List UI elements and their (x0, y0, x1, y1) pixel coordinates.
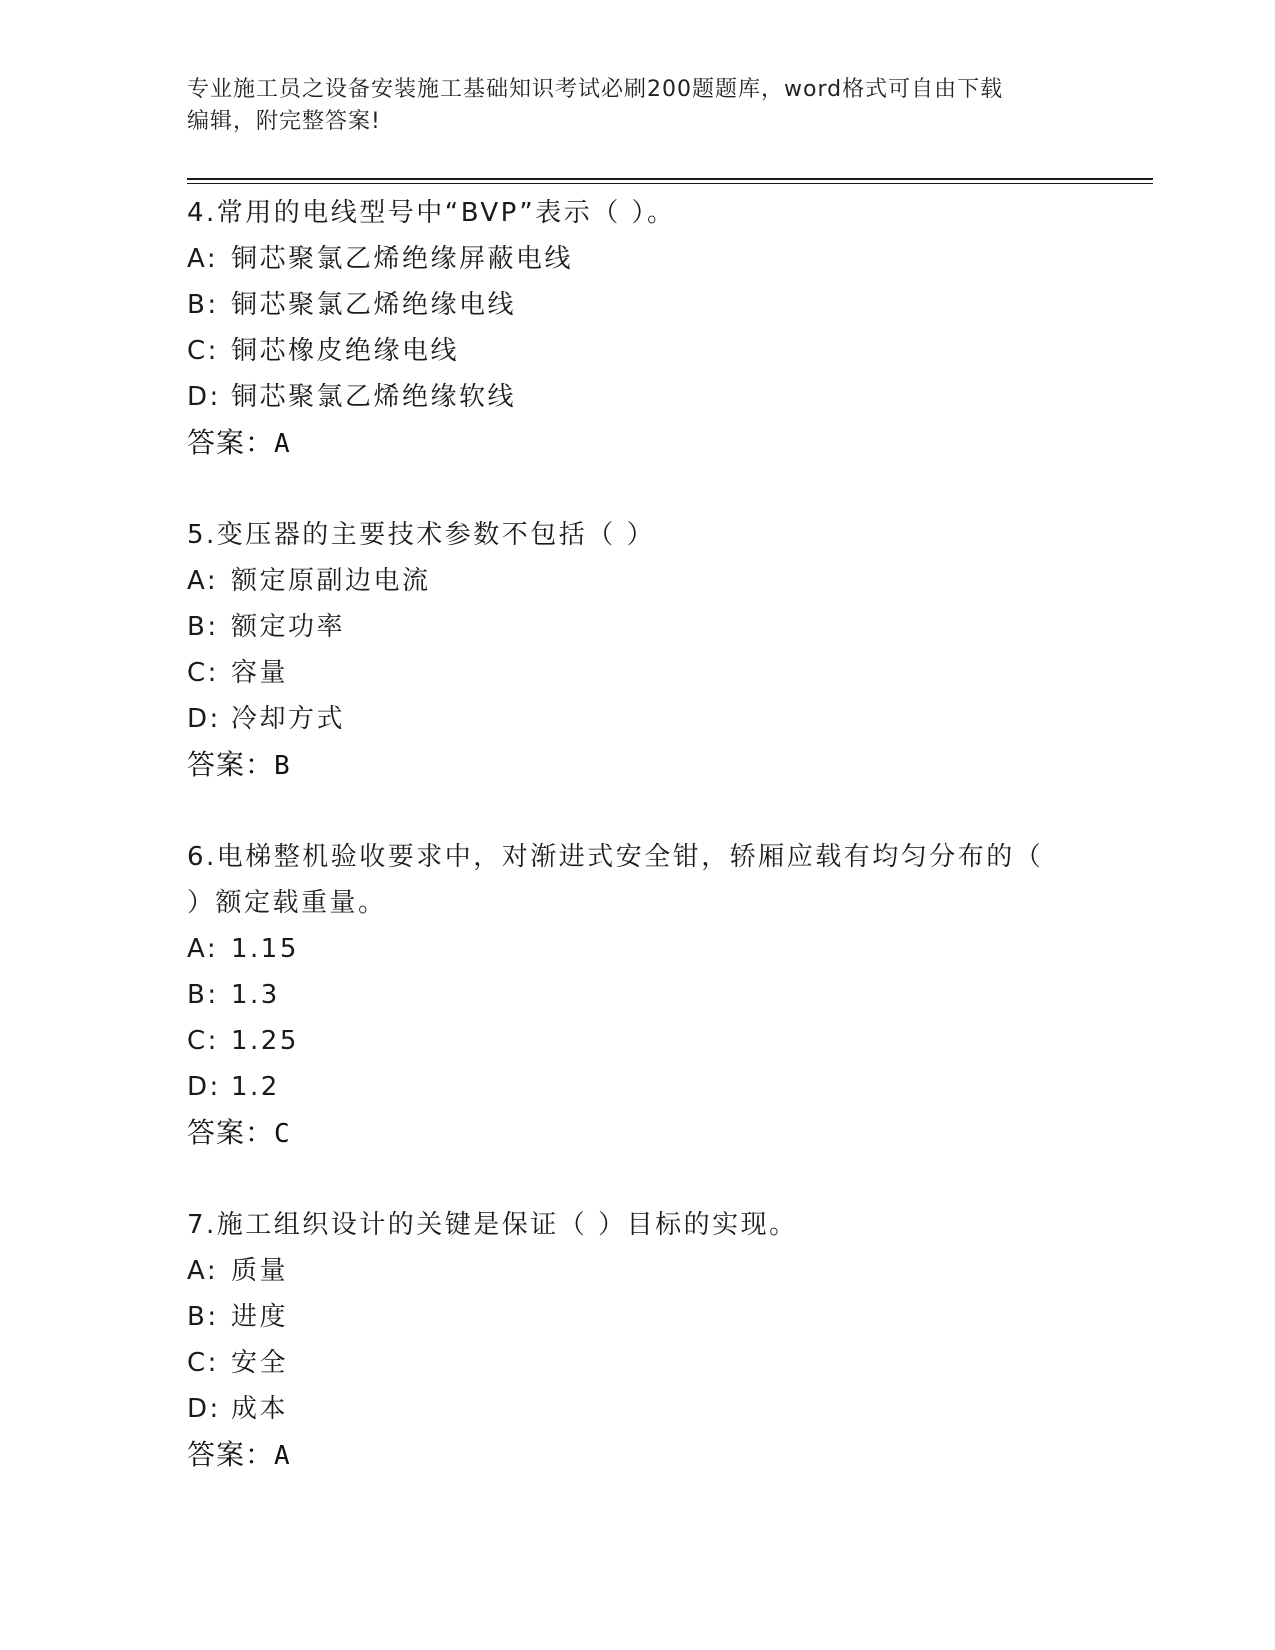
answer-label: 答案： (187, 426, 275, 459)
answer-option (187, 1018, 1087, 1064)
option-key: A: (187, 566, 219, 596)
answer-value: B (274, 751, 291, 781)
option-text: 冷却方式 (231, 704, 346, 734)
answer-label: 答案： (187, 1116, 275, 1149)
answer-option (187, 1340, 1087, 1386)
option-key: A: (187, 1256, 219, 1286)
option-key: B: (187, 1302, 219, 1332)
option-key: A: (187, 244, 219, 274)
header-divider-thin (187, 183, 1153, 184)
answer-option (187, 604, 1087, 650)
answer-line (187, 1110, 1087, 1157)
question-stem: 5.变压器的主要技术参数不包括（ ） (187, 520, 656, 550)
question-block (187, 1202, 1087, 1479)
answer-value: A (274, 1441, 291, 1471)
answer-option (187, 558, 1087, 604)
answer-label: 答案： (187, 1438, 275, 1471)
option-key: B: (187, 980, 219, 1010)
answer-option (187, 1248, 1087, 1294)
answer-option (187, 328, 1087, 374)
option-text: 额定原副边电流 (231, 566, 431, 596)
option-key: D: (187, 1394, 221, 1424)
option-key: C: (187, 336, 219, 366)
question-block (187, 512, 1087, 789)
document-header (187, 74, 1087, 138)
question-block (187, 834, 1087, 1157)
option-key: D: (187, 1072, 221, 1102)
option-key: D: (187, 704, 221, 734)
option-key: B: (187, 612, 219, 642)
option-text: 1.25 (231, 1026, 299, 1056)
header-title-line1: 专业施工员之设备安装施工基础知识考试必刷200题题库，word格式可自由下载 (187, 77, 1004, 102)
question-stem: 4.常用的电线型号中“BVP”表示（ ）。 (187, 198, 676, 228)
answer-option (187, 374, 1087, 420)
option-text: 铜芯聚氯乙烯绝缘电线 (231, 290, 517, 320)
option-text: 1.15 (231, 934, 299, 964)
question-stem: 6.电梯整机验收要求中，对渐进式安全钳，轿厢应载有均匀分布的（ (187, 842, 1044, 872)
answer-option (187, 1294, 1087, 1340)
answer-option (187, 650, 1087, 696)
answer-label: 答案： (187, 748, 275, 781)
answer-option (187, 1386, 1087, 1432)
option-key: C: (187, 1348, 219, 1378)
header-divider-thick (187, 178, 1153, 180)
answer-option (187, 282, 1087, 328)
option-text: 铜芯橡皮绝缘电线 (231, 336, 460, 366)
option-text: 铜芯聚氯乙烯绝缘软线 (231, 382, 517, 412)
answer-line (187, 742, 1087, 789)
option-text: 安全 (231, 1348, 289, 1378)
option-text: 1.2 (231, 1072, 280, 1102)
question-stem: 7.施工组织设计的关键是保证（ ）目标的实现。 (187, 1210, 798, 1240)
option-text: 成本 (231, 1394, 289, 1424)
answer-option (187, 696, 1087, 742)
question-list (187, 190, 1087, 1524)
answer-option (187, 1064, 1087, 1110)
option-key: D: (187, 382, 221, 412)
answer-option (187, 236, 1087, 282)
option-key: C: (187, 1026, 219, 1056)
answer-value: A (274, 429, 291, 459)
answer-line (187, 420, 1087, 467)
option-text: 质量 (231, 1256, 289, 1286)
answer-option (187, 972, 1087, 1018)
option-text: 铜芯聚氯乙烯绝缘屏蔽电线 (231, 244, 574, 274)
option-text: 额定功率 (231, 612, 346, 642)
header-title-line2: 编辑，附完整答案! (187, 109, 381, 134)
answer-line (187, 1432, 1087, 1479)
option-key: C: (187, 658, 219, 688)
option-key: A: (187, 934, 219, 964)
option-text: 容量 (231, 658, 289, 688)
option-text: 1.3 (231, 980, 280, 1010)
option-text: 进度 (231, 1302, 289, 1332)
question-block (187, 190, 1087, 467)
answer-option (187, 926, 1087, 972)
option-key: B: (187, 290, 219, 320)
answer-value: C (274, 1119, 291, 1149)
question-stem: ）额定载重量。 (187, 888, 387, 918)
